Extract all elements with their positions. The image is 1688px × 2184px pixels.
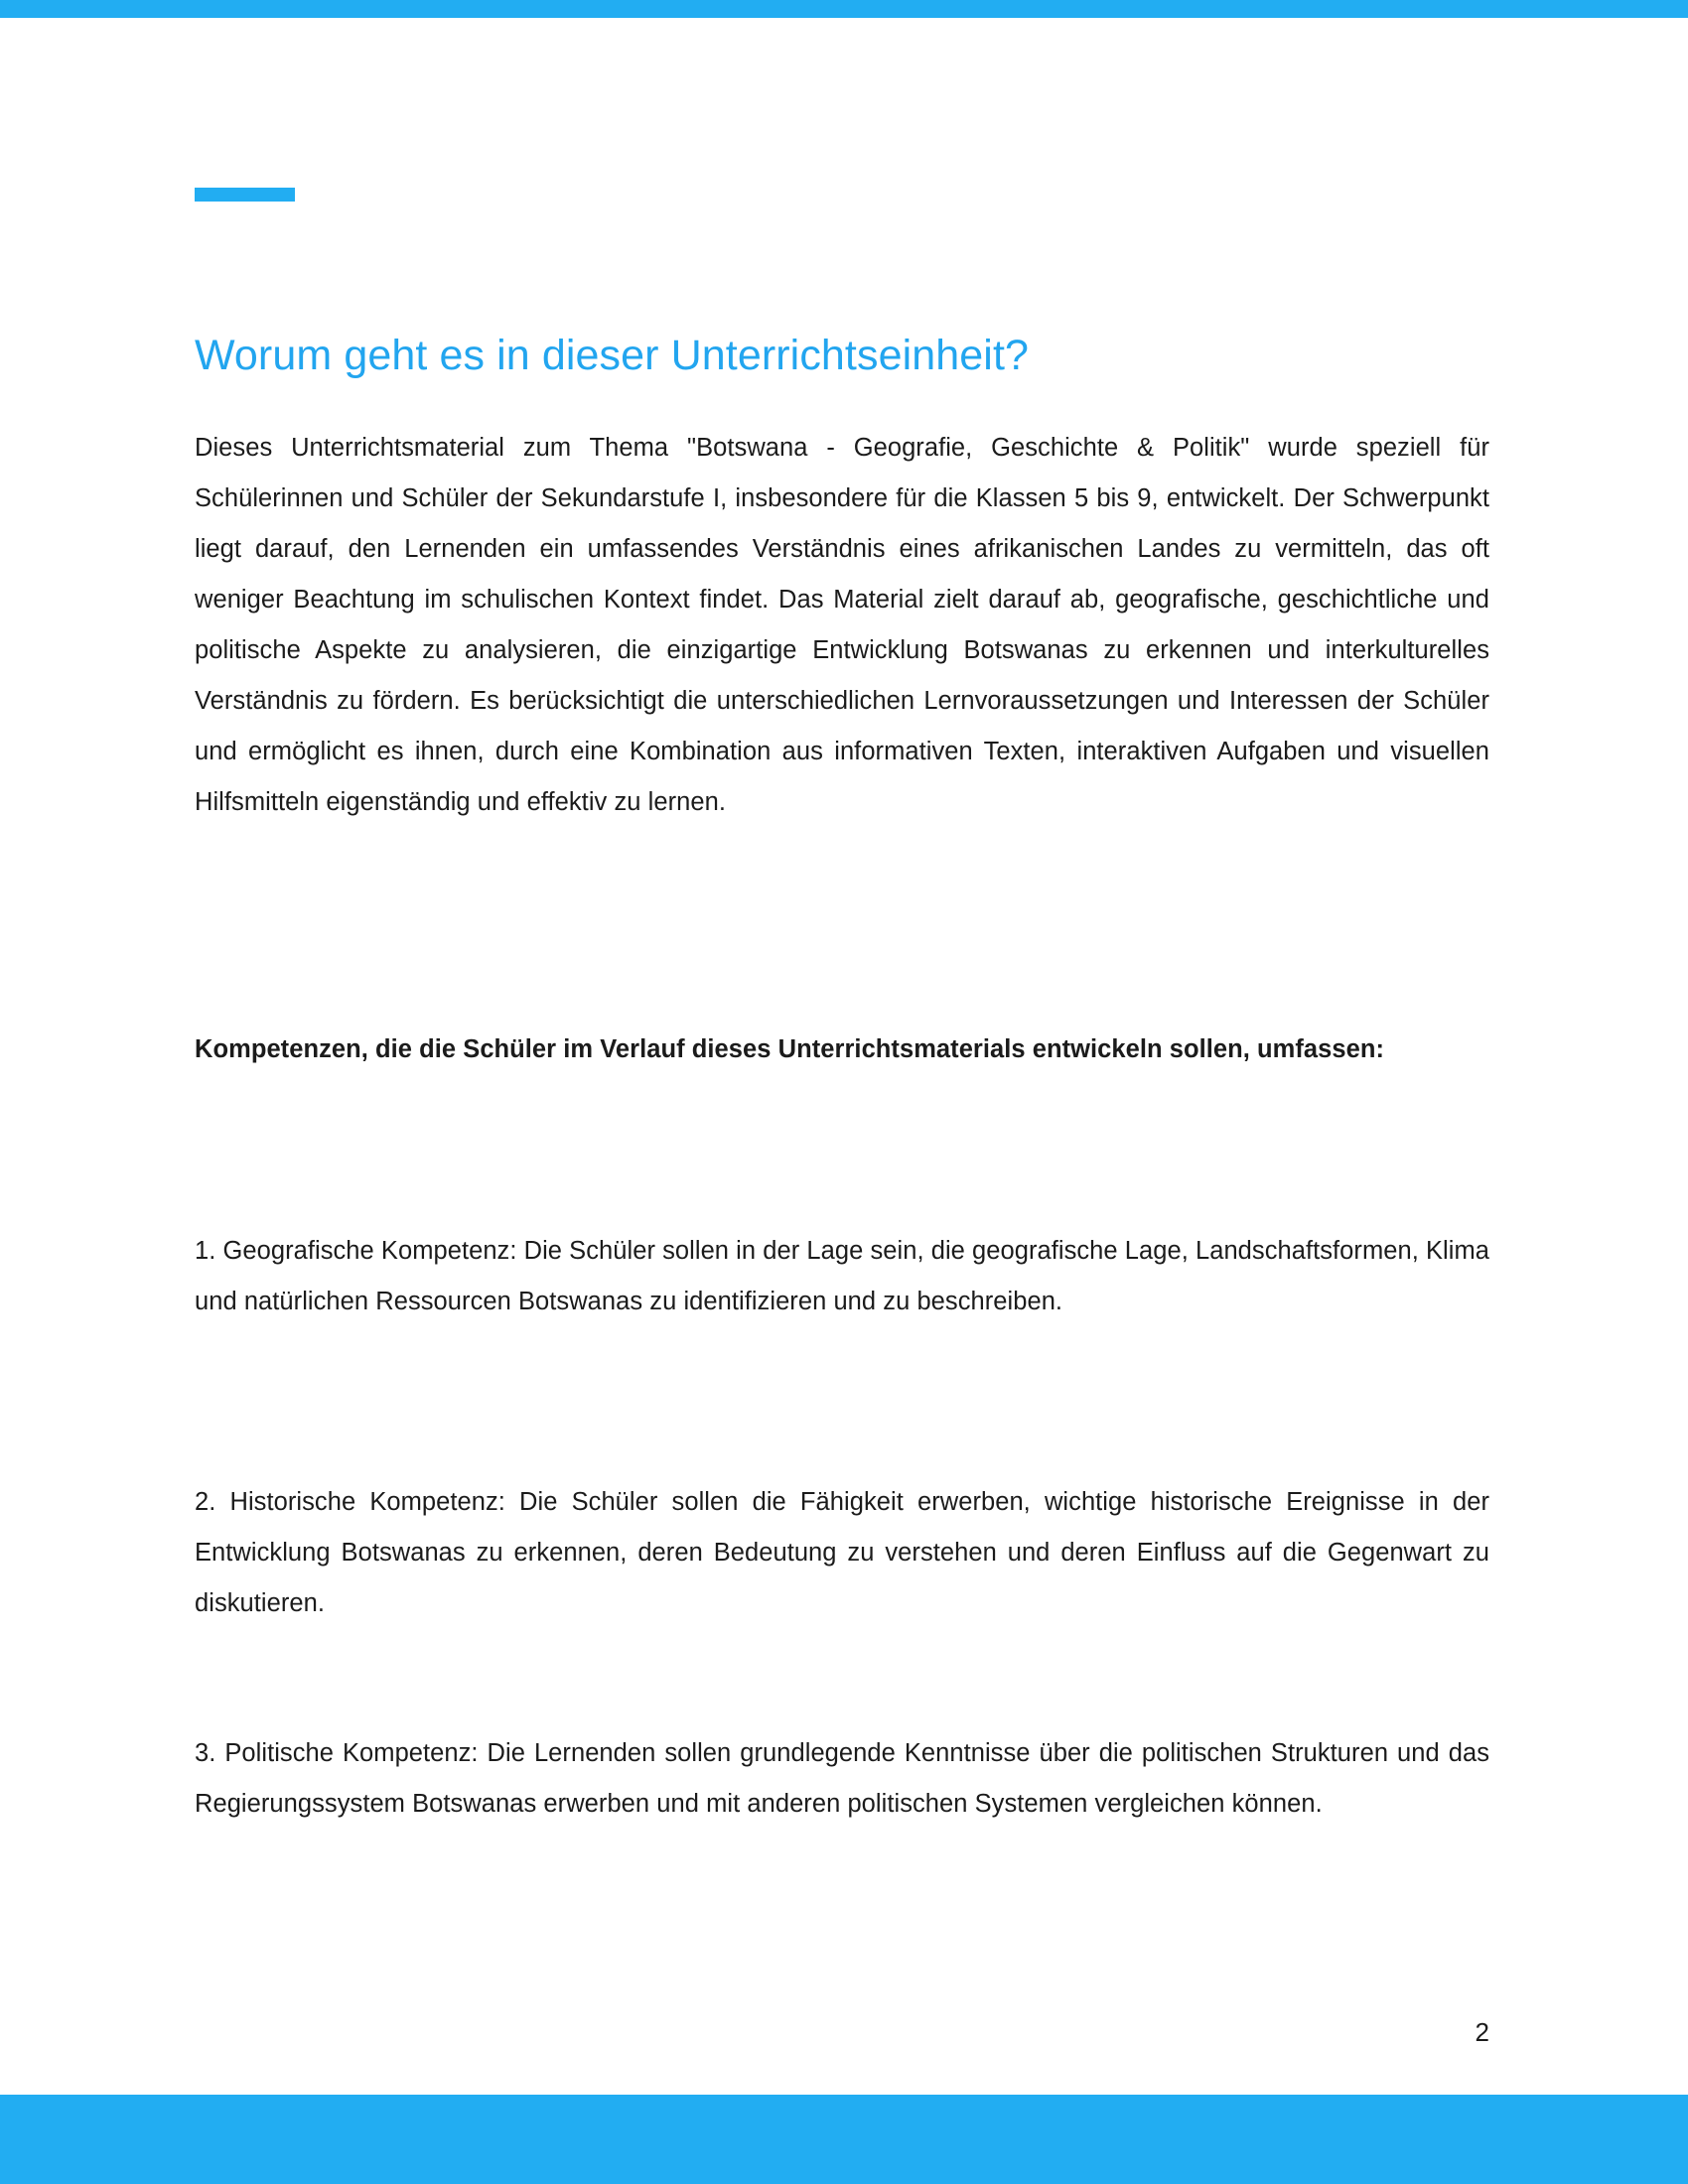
page-number: 2 (1475, 2017, 1489, 2047)
competency-item-3: 3. Politische Kompetenz: Die Lernenden sollen grundlegende Kenntnisse über die politischen Strukturen und das Regierungssystem Botswanas erwerben und mit anderen politischen Systemen vergleichen können. (195, 1738, 1489, 1818)
top-accent-bar (0, 0, 1688, 18)
competencies-intro-paragraph: Kompetenzen, die die Schüler im Verlauf dieses Unterrichtsmaterials entwickeln sollen, umfassen: (195, 1034, 1385, 1063)
intro-paragraph: Dieses Unterrichtsmaterial zum Thema "Botswana - Geografie, Geschichte & Politik" wurde speziell für Schülerinnen und Schüler der Sekundarstufe I, insbesondere für die Klassen 5 bis 9, entwickelt. Der Schwerpunkt liegt darauf, den Lernenden ein umfassendes Verständnis eines afrikanischen Landes zu vermitteln, das oft weniger Beachtung im schulischen Kontext findet. Das Material zielt darauf ab, geografische, geschichtliche und politische Aspekte zu analysieren, die einzigartige Entwicklung Botswanas zu erkennen und interkulturelles Verständnis zu fördern. Es berücksichtigt die unterschiedlichen Lernvoraussetzungen und Interessen der Schüler und ermöglicht es ihnen, durch eine Kombination aus informativen Texten, interaktiven Aufgaben und visuellen Hilfsmitteln eigenständig und effektiv zu lernen. (195, 433, 1489, 816)
heading-accent-dash (195, 188, 295, 202)
bottom-accent-bar (0, 2095, 1688, 2184)
competency-item-1: 1. Geografische Kompetenz: Die Schüler sollen in der Lage sein, die geografische Lage, Landschaftsformen, Klima und natürlichen Ressourcen Botswanas zu identifizieren und zu beschreiben. (195, 1236, 1489, 1315)
competency-item-2: 2. Historische Kompetenz: Die Schüler sollen die Fähigkeit erwerben, wichtige historische Ereignisse in der Entwicklung Botswanas zu erkennen, deren Bedeutung zu verstehen und deren Einfluss auf die Gegenwart zu diskutieren. (195, 1487, 1489, 1617)
page-title: Worum geht es in dieser Unterrichtseinheit? (195, 331, 1030, 379)
